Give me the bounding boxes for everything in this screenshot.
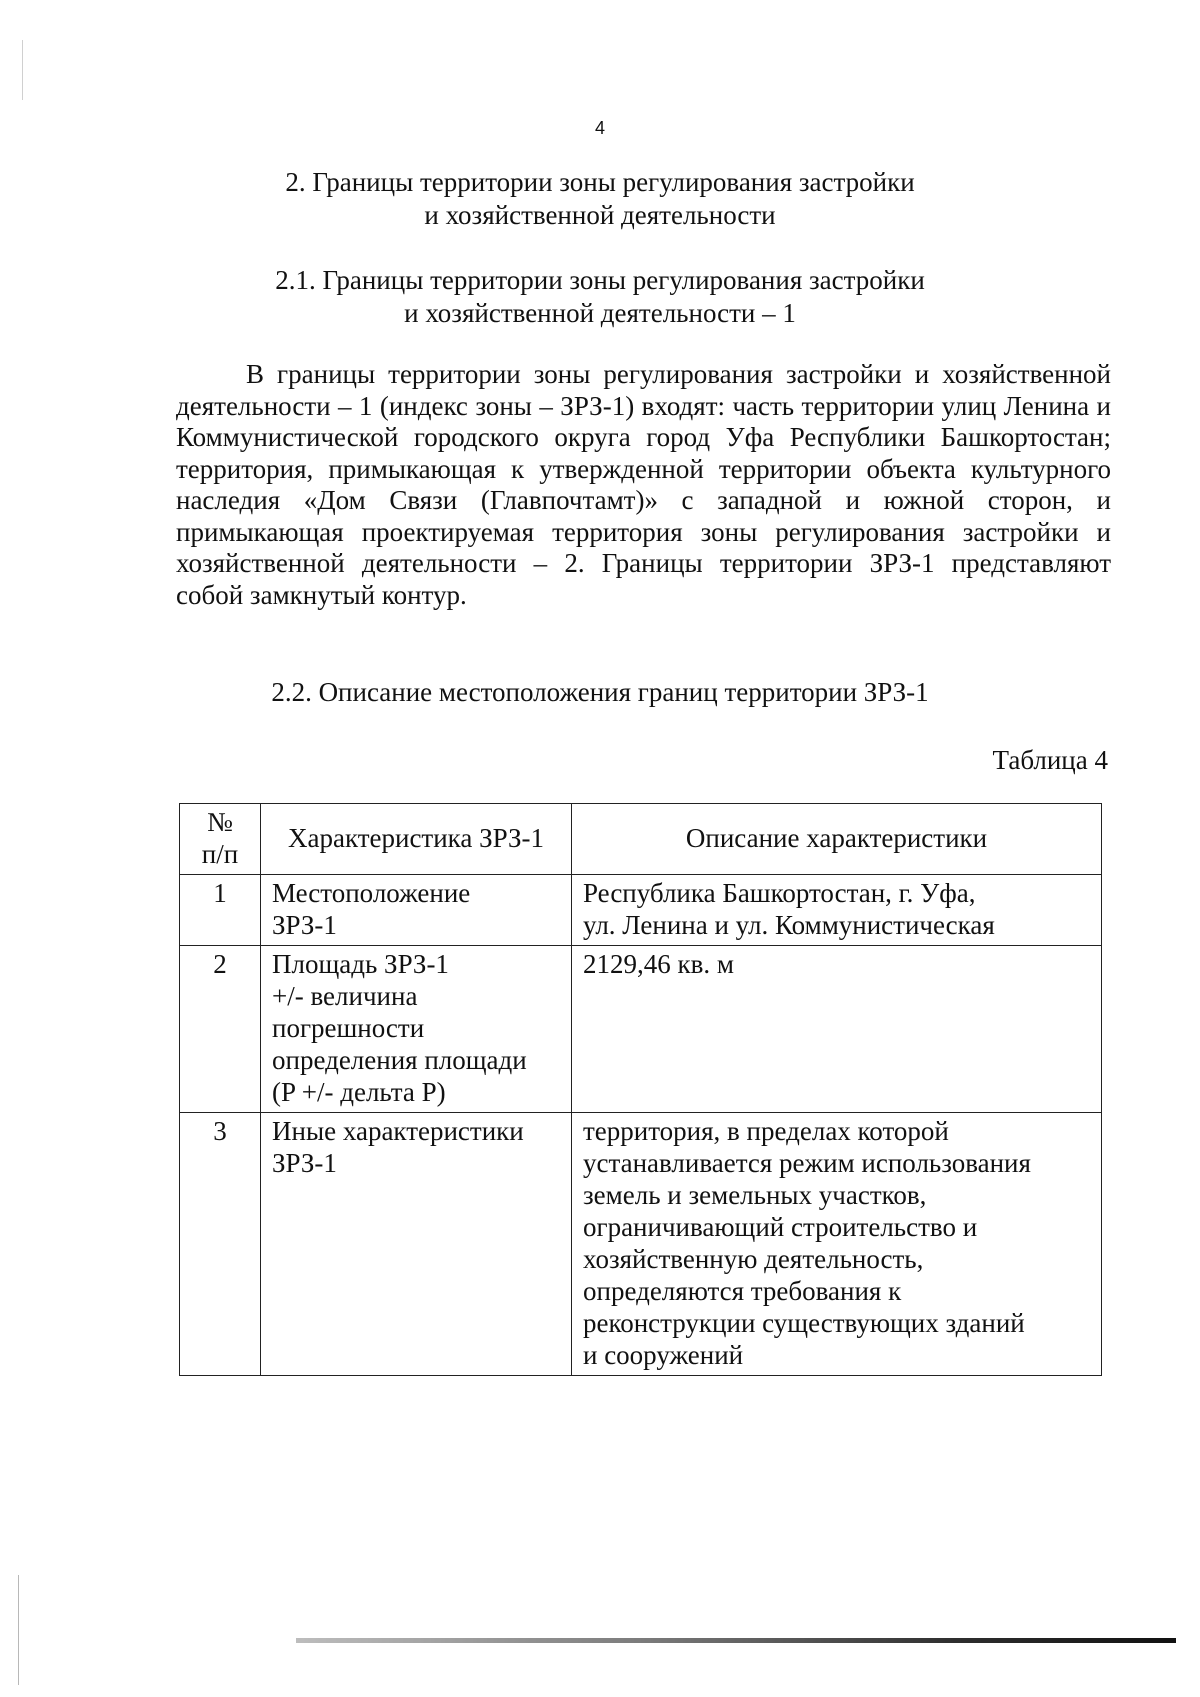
cell-text-line: Площадь ЗРЗ-1 [272, 949, 449, 979]
cell-text-line: погрешности [272, 1013, 425, 1043]
cell-text-line: ул. Ленина и ул. Коммунистическая [583, 910, 995, 940]
row-characteristic [261, 946, 572, 1113]
cell-text-line: земель и земельных участков, [583, 1180, 927, 1210]
row-characteristic [261, 875, 572, 946]
row-description [572, 875, 1102, 946]
row-num: 2 [180, 946, 261, 1113]
subsection-heading-line-1: 2.1. Границы территории зоны регулирования застройки [275, 265, 925, 295]
table-row [180, 875, 1102, 946]
cell-text-line: территория, в пределах которой [583, 1116, 949, 1146]
table-caption: Таблица 4 [992, 745, 1108, 775]
header-description: Описание характеристики [572, 804, 1102, 875]
page-number: 4 [594, 118, 605, 138]
footer-rule [296, 1638, 1176, 1643]
cell-text-line: ЗРЗ-1 [272, 1148, 337, 1178]
cell-text-line: ЗРЗ-1 [272, 910, 337, 940]
table-row [180, 946, 1102, 1113]
row-description [572, 1113, 1102, 1376]
header-num [180, 804, 261, 875]
cell-text-line: реконструкции существующих зданий [583, 1308, 1025, 1338]
section-heading-line-1: 2. Границы территории зоны регулирования застройки [285, 167, 915, 197]
row-num: 1 [180, 875, 261, 946]
row-characteristic [261, 1113, 572, 1376]
subsection-2-heading: 2.2. Описание местоположения границ территории ЗРЗ-1 [271, 677, 929, 707]
section-heading-line-2: и хозяйственной деятельности [424, 200, 776, 230]
row-num: 3 [180, 1113, 261, 1376]
header-characteristic: Характеристика ЗРЗ-1 [261, 804, 572, 875]
cell-text-line: хозяйственную деятельность, [583, 1244, 924, 1274]
characteristics-table [179, 803, 1102, 1376]
subsection-heading [0, 264, 1200, 330]
scan-margin-line [18, 1575, 19, 1685]
cell-text-line: устанавливается режим использования [583, 1148, 1031, 1178]
cell-text-line: ограничивающий строительство и [583, 1212, 978, 1242]
cell-text-line: и сооружений [583, 1340, 744, 1370]
body-paragraph: В границы территории зоны регулирования застройки и хозяйственной деятельности – 1 (индекс зоны – ЗРЗ-1) входят: часть территории улиц Ленина и Коммунистической городского округа город Уфа Республики Башкортостан; территория, примыкающая к утвержденной территории объекта культурного наследия «Дом Связи (Главпочтамт)» с западной и южной сторон, и примыкающая проектируемая территория зоны регулирования застройки и хозяйственной деятельности – 2. Границы территории ЗРЗ-1 представляют собой замкнутый контур. [176, 359, 1111, 610]
cell-text-line: определяются требования к [583, 1276, 902, 1306]
row-description [572, 946, 1102, 1113]
header-num-symbol: № [207, 807, 233, 837]
table-row [180, 1113, 1102, 1376]
subsection-heading-line-2: и хозяйственной деятельности – 1 [404, 298, 796, 328]
cell-text-line: определения площади [272, 1045, 527, 1075]
cell-text-line: Иные характеристики [272, 1116, 524, 1146]
section-heading [0, 166, 1200, 232]
cell-text-line: Республика Башкортостан, г. Уфа, [583, 878, 976, 908]
header-num-abbrev: п/п [201, 839, 239, 869]
table-header-row [180, 804, 1102, 875]
cell-text-line: (P +/- дельта P) [272, 1077, 446, 1107]
scan-margin-mark [22, 40, 23, 100]
cell-text-line: 2129,46 кв. м [583, 949, 734, 979]
cell-text-line: +/- величина [272, 981, 418, 1011]
cell-text-line: Местоположение [272, 878, 471, 908]
